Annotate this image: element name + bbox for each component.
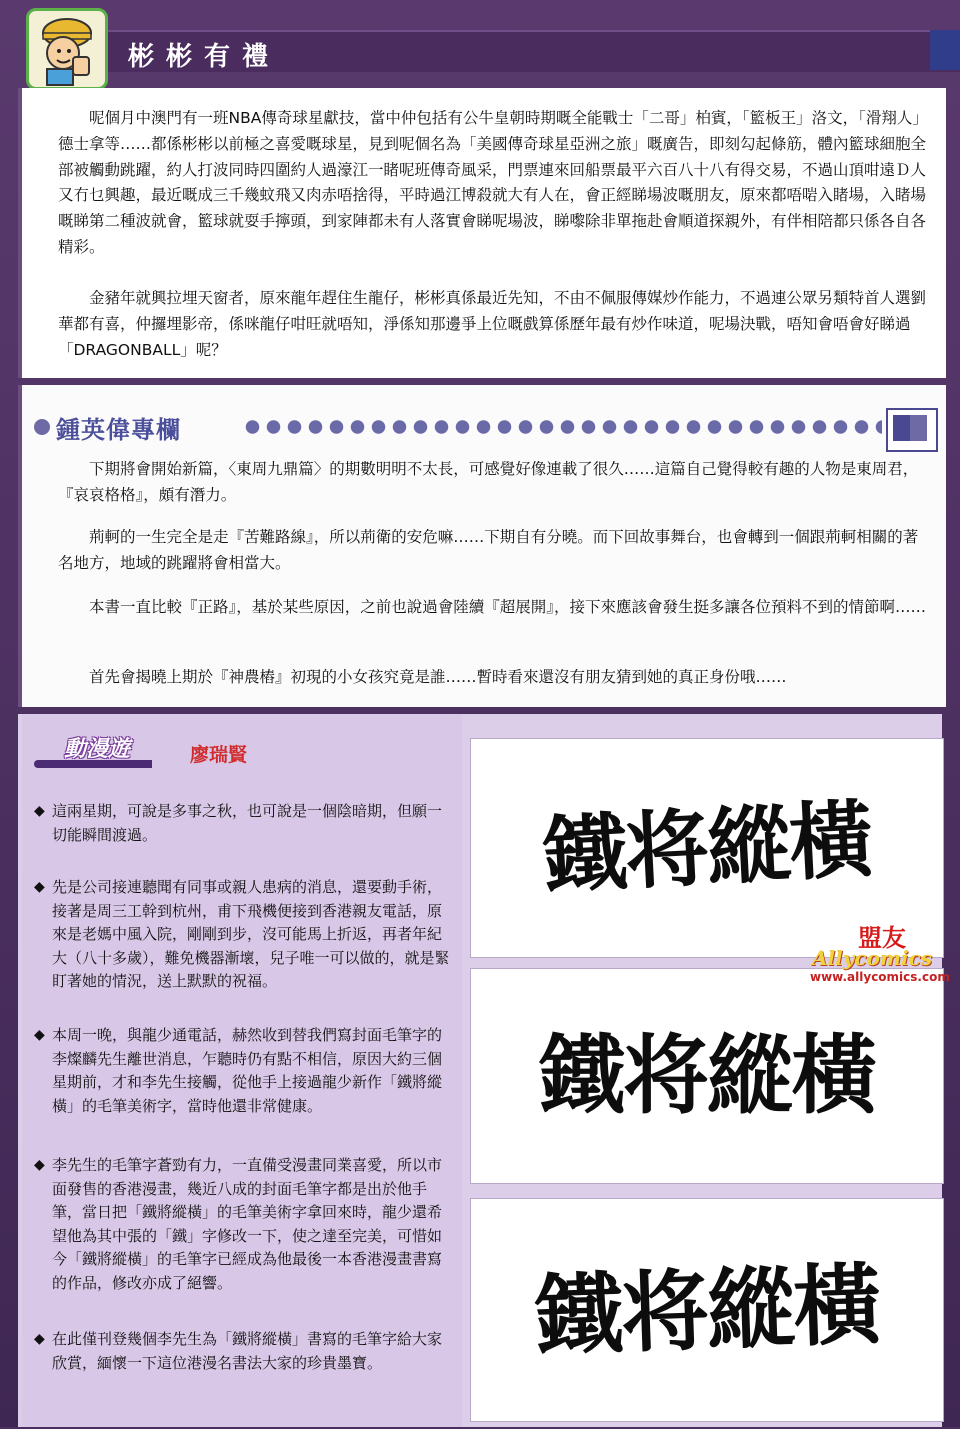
bullet-text: 在此僅刊登幾個李先生為「鐵將縱橫」書寫的毛筆字給大家欣賞，緬懷一下這位港漫名書法大家的珍貴墨寶。 — [52, 1330, 443, 1372]
calligraphy-text: 鐵将縱橫 — [533, 1252, 881, 1368]
section2-paragraph: 荊軻的一生完全是走『苦難路線』，所以荊衛的安危嘛……下期自有分曉。而下回故事舞台，也會轉到一個跟荊軻相關的著名地方，地域的跳躍將會相當大。 — [58, 528, 919, 572]
diamond-bullet-icon: ◆ — [34, 1157, 45, 1173]
watermark-title: 盟友 — [858, 924, 906, 952]
diamond-bullet-icon: ◆ — [34, 1027, 45, 1043]
bullet-item — [34, 1024, 454, 1118]
site-watermark — [806, 918, 950, 988]
bullet-text: 這兩星期，可說是多事之秋，也可說是一個陰暗期，但願一切能瞬間渡過。 — [52, 802, 443, 844]
calligraphy-sample-3 — [470, 1198, 944, 1422]
section1-body — [18, 88, 946, 378]
section1-header — [18, 8, 960, 88]
watermark-url: www.allycomics.com — [810, 970, 950, 984]
dotted-rule — [242, 419, 882, 435]
section2-title: 鍾英偉專欄 — [56, 416, 181, 444]
section1-paragraph: 金豬年就興拉埋天窗者，原來龍年趕住生龍仔，彬彬真係最近先知，不由不佩服傳媒炒作能力，不過連公眾另類特首人選劉華都有喜，仲攞埋影帝，係咪龍仔咁旺就唔知，淨係知那邊爭上位嘅戲算係歷年最有炒作味道，呢場決戰，唔知會唔會好睇過「DRAGONBALL」呢？ — [58, 289, 927, 359]
section2-paragraph: 首先會揭曉上期於『神農樁』初現的小女孩究竟是誰……暫時看來還沒有朋友猜到她的真正身份哦…… — [89, 668, 787, 686]
calligraphy-text: 鐵将縱橫 — [539, 1025, 875, 1126]
bullet-item — [34, 800, 454, 847]
logo-text: 動漫遊 — [64, 737, 131, 762]
diamond-bullet-icon: ◆ — [34, 1331, 45, 1347]
calligraphy-sample-2 — [470, 968, 944, 1184]
dongman-logo — [34, 732, 152, 772]
bullet-text: 先是公司接連聽聞有同事或親人患病的消息，還要動手術，接著是周三工幹到杭州，甫下飛機便接到香港親友電話，原來是老媽中風入院，剛剛到步，沒可能馬上折返，再者年紀大（八十多歲），難免機器漸壞，兒子唯一可以做的，就是緊盯著她的情況，送上默默的祝福。 — [52, 878, 450, 990]
bullet-text: 李先生的毛筆字蒼勁有力，一直備受漫畫同業喜愛，所以市面發售的香港漫畫，幾近八成的封面毛筆字都是出於他手筆，當日把「鐵將縱橫」的毛筆美術字拿回來時，龍少還希望他為其中張的「鐵」字修改一下，使之達至完美，可惜如今「鐵將縱橫」的毛筆字已經成為他最後一本香港漫畫書寫的作品，修改亦成了絕響。 — [52, 1156, 443, 1292]
bullet-text: 本周一晚，與龍少通電話，赫然收到替我們寫封面毛筆字的李燦麟先生離世消息，乍聽時仍有點不相信，原因大約三個星期前，才和李先生接觸，從他手上接過龍少新作「鐵將縱橫」的毛筆美術字，當時他還非常健康。 — [52, 1026, 443, 1115]
calligraphy-text: 鐵将縱橫 — [540, 789, 874, 906]
diamond-bullet-icon: ◆ — [34, 879, 45, 895]
column-logo-icon — [886, 408, 938, 452]
section1-title-bar-end — [930, 30, 960, 70]
bullet-item — [34, 1328, 454, 1375]
section1-title: 彬彬有禮 — [128, 42, 281, 72]
watermark-subtitle: Allycomics — [812, 946, 933, 970]
cartoon-avatar-icon — [26, 8, 108, 90]
section2-paragraph: 本書一直比較『正路』，基於某些原因，之前也說過會陸續『超展開』，接下來應該會發生挺多讓各位預料不到的情節啊…… — [89, 598, 927, 616]
section2-paragraph: 下期將會開始新篇，〈東周九鼎篇〉的期數明明不太長，可感覺好像連載了很久……這篇自己覺得較有趣的人物是東周君，『哀哀格格』，頗有潛力。 — [58, 460, 919, 504]
section2-header — [30, 410, 940, 444]
author-name: 廖瑞賢 — [190, 744, 248, 766]
section1-paragraph: 呢個月中澳門有一班NBA傳奇球星獻技，當中仲包括有公牛皇朝時期嘅全能戰士「二哥」柏賓，「籃板王」洛文，「滑翔人」德士拿等……都係彬彬以前極之喜愛嘅球星，見到呢個名為「美國傳奇球星亞洲之旅」嘅廣告，即刻勾起條筋，體內籃球細胞全部被觸動跳躍，約人打波同時四圍約人過濠江一睹呢班傳奇風采，門票連來回船票最平六百八十八有得交易，不過山頂咁遠Ｄ人又冇乜興趣，最近嘅成三千幾蚊飛又肉赤唔捨得，平時過江博殺就大有人在，會正經睇場波嘅朋友，原來都唔啱入睹場，入睹場嘅睇第二種波就會，籃球就耍手擰頭，到家陣都未有人落實會睇呢場波，睇嚟除非單拖赴會順道探親外，有伴相陪都只係各自各精彩。 — [58, 109, 928, 256]
bullet-item — [34, 1154, 454, 1295]
bullet-dot-icon — [34, 419, 50, 435]
diamond-bullet-icon: ◆ — [34, 803, 45, 819]
bullet-item — [34, 876, 454, 994]
